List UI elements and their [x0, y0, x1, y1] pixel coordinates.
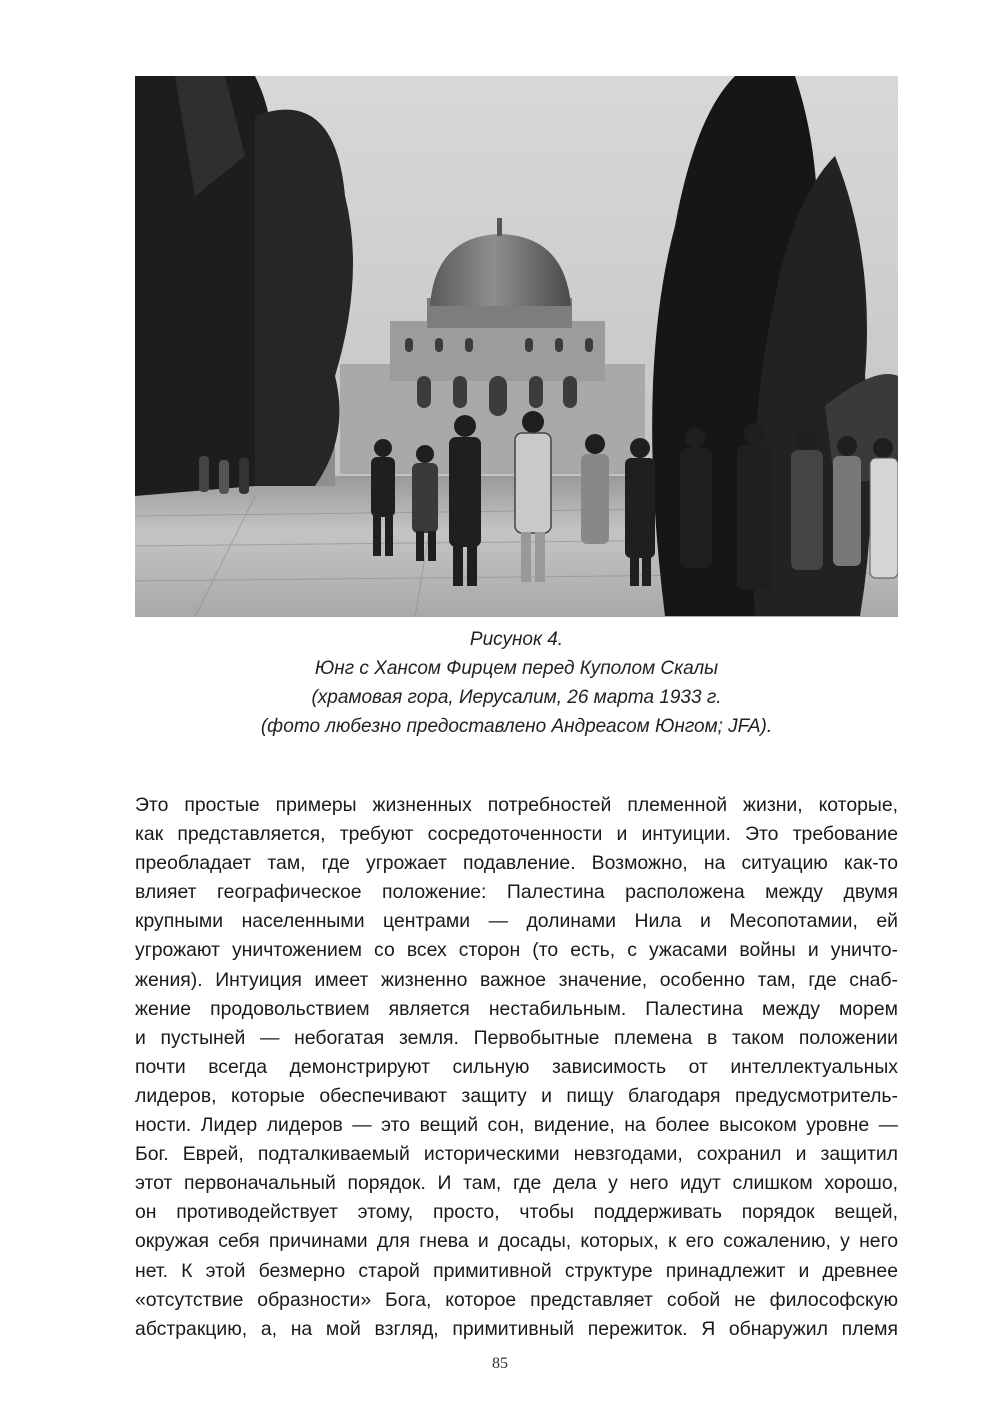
- text-line: лидеров, которые обеспечивают защиту и пищу благодаря предусмотритель-: [135, 1084, 898, 1107]
- caption-line: (фото любезно предоставлено Андреасом Юнгом; JFA).: [260, 716, 773, 737]
- page-number: 85: [492, 1355, 508, 1372]
- caption-line: Юнг с Хансом Фирцем перед Куполом Скалы: [314, 658, 719, 679]
- text-line: угрожают уничтожением со всех сторон (то есть, с ужасами войны и уничто-: [135, 939, 898, 962]
- text-line: влияет географическое положение: Палестина расположена между двумя: [135, 881, 898, 904]
- body-paragraph: [135, 791, 898, 1344]
- text-line: почти всегда демонстрируют сильную зависимость от интеллектуальных: [135, 1055, 898, 1078]
- text-line: нет. К этой безмерно старой примитивной структуре принадлежит и древнее: [135, 1259, 898, 1282]
- text-line: ности. Лидер лидеров — это вещий сон, видение, на более высоком уровне —: [135, 1114, 898, 1137]
- text-line: и пустыней — небогатая земля. Первобытные племена в таком положении: [135, 1026, 898, 1049]
- historical-photograph: [135, 76, 898, 617]
- caption-line: Рисунок 4.: [469, 629, 564, 650]
- text-line: преобладает там, где угрожает подавление. Возможно, на ситуацию как-то: [135, 852, 898, 875]
- text-line: этот первоначальный порядок. И там, где дела у него идут слишком хорошо,: [135, 1172, 898, 1195]
- caption-line: (храмовая гора, Иерусалим, 26 марта 1933 г.: [311, 687, 722, 708]
- text-line: жение продовольствием является нестабильным. Палестина между морем: [135, 997, 898, 1020]
- text-line: окружая себя причинами для гнева и досады, которых, к его сожалению, у него: [135, 1230, 898, 1253]
- dome-of-the-rock-photo: [135, 76, 898, 617]
- text-line: абстракцию, а, на мой взгляд, примитивный пережиток. Я обнаружил племя: [135, 1317, 898, 1340]
- text-line: крупными населенными центрами — долинами Нила и Месопотамии, ей: [135, 910, 898, 933]
- text-line: «отсутствие образности» Бога, которое представляет собой не философскую: [135, 1288, 898, 1311]
- text-line: Бог. Еврей, подталкиваемый историческими невзгодами, сохранил и защитил: [135, 1143, 898, 1166]
- text-line: как представляется, требуют сосредоточенности и интуиции. Это требование: [135, 823, 898, 846]
- text-line: он противодействует этому, просто, чтобы поддерживать порядок вещей,: [135, 1201, 898, 1224]
- figure-caption: [135, 625, 898, 741]
- text-line: Это простые примеры жизненных потребностей племенной жизни, которые,: [135, 794, 898, 816]
- text-line: жения). Интуиция имеет жизненно важное значение, особенно там, где снаб-: [135, 968, 898, 991]
